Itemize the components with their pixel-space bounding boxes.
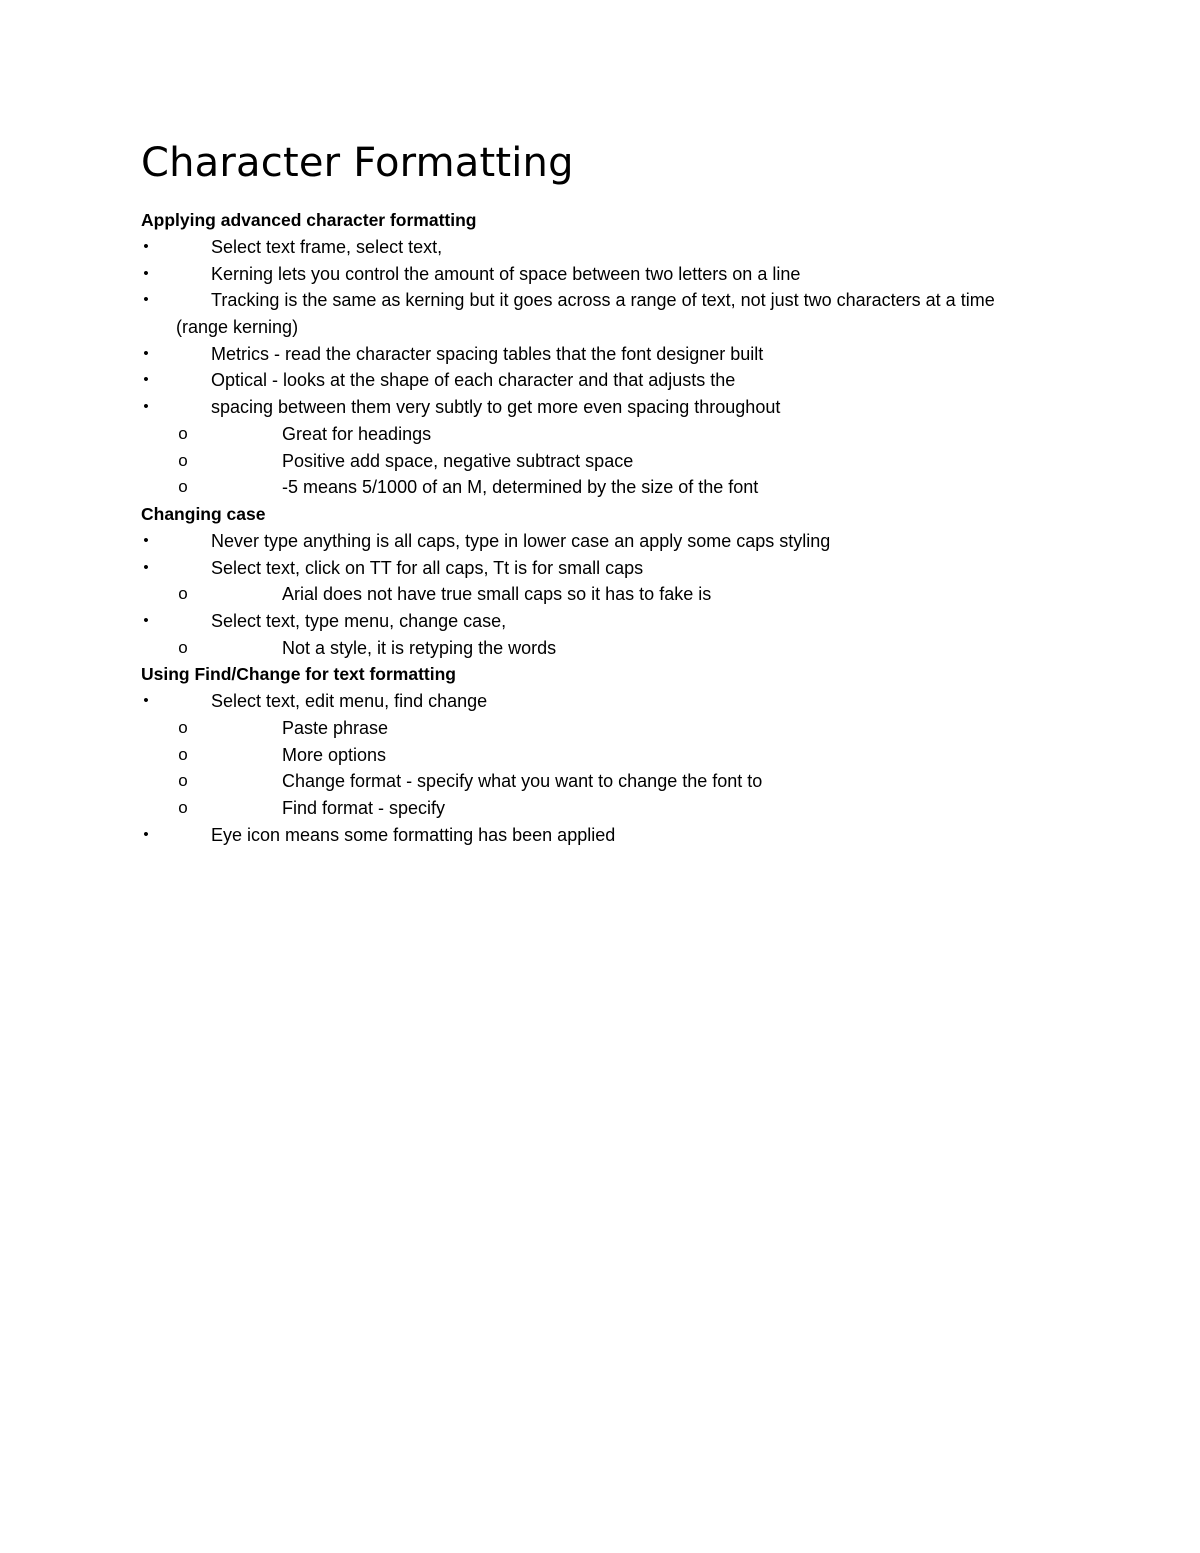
list-item-text: Optical - looks at the shape of each character and that adjusts the xyxy=(211,370,736,391)
document-body xyxy=(0,207,1200,848)
list-item-text: Great for headings xyxy=(282,423,432,444)
list-item-text: spacing between them very subtly to get more even spacing throughout xyxy=(211,397,781,418)
sub-list-item xyxy=(0,742,1200,769)
list-item xyxy=(0,367,1200,394)
list-item xyxy=(0,528,1200,555)
sub-list-item xyxy=(0,421,1200,448)
list-item-text: Kerning lets you control the amount of space between two letters on a line xyxy=(211,263,801,284)
list-item xyxy=(0,608,1200,635)
sub-bullet-marker: o xyxy=(178,718,188,738)
list-item-text: Select text, edit menu, find change xyxy=(211,691,488,712)
sub-list-item xyxy=(0,474,1200,501)
sub-list-item xyxy=(0,768,1200,795)
list-item-text: Metrics - read the character spacing tables that the font designer built xyxy=(211,343,764,364)
list-item xyxy=(0,555,1200,582)
list-item-text: Select text frame, select text, xyxy=(211,237,443,257)
list-item-text: -5 means 5/1000 of an M, determined by the size of the font xyxy=(282,477,759,498)
sub-bullet-marker: o xyxy=(178,477,188,497)
list-item-text: Change format - specify what you want to change the font to xyxy=(282,771,763,792)
list-item-text: Eye icon means some formatting has been applied xyxy=(211,824,616,845)
bullet-marker: • xyxy=(143,558,149,576)
list-item-text: Positive add space, negative subtract space xyxy=(282,450,634,471)
bullet-marker: • xyxy=(143,344,149,362)
sub-bullet-marker: o xyxy=(178,771,188,791)
bullet-marker: • xyxy=(143,371,149,389)
bullet-marker: • xyxy=(143,692,149,710)
list-item xyxy=(0,234,1200,261)
list-item-text: Select text, click on TT for all caps, Tt is for small caps xyxy=(211,557,644,578)
list-item-text: Tracking is the same as kerning but it goes across a range of text, not just two characters at a time (range kerning) xyxy=(176,290,995,338)
sub-list-item xyxy=(0,795,1200,822)
list-item-text: Not a style, it is retyping the words xyxy=(282,637,557,658)
list-item-text: Arial does not have true small caps so it has to fake is xyxy=(282,584,712,605)
list-item-text: More options xyxy=(282,744,387,765)
section-heading: Changing case xyxy=(141,503,266,524)
list-item xyxy=(0,688,1200,715)
sub-list-item xyxy=(0,635,1200,662)
list-item xyxy=(0,341,1200,368)
bullet-marker: • xyxy=(143,291,149,309)
list-item-text: Paste phrase xyxy=(282,718,389,739)
section-heading: Using Find/Change for text formatting xyxy=(141,664,456,685)
list-item-text: Never type anything is all caps, type in lower case an apply some caps styling xyxy=(211,530,831,551)
sub-bullet-marker: o xyxy=(178,798,188,818)
sub-bullet-marker: o xyxy=(178,744,188,764)
bullet-marker: • xyxy=(143,264,149,282)
sub-list-item xyxy=(0,715,1200,742)
bullet-marker: • xyxy=(143,611,149,629)
sub-bullet-marker: o xyxy=(178,450,188,470)
bullet-marker: • xyxy=(143,825,149,843)
list-item xyxy=(0,261,1200,288)
sub-list-item xyxy=(0,448,1200,475)
document-title: Character Formatting xyxy=(141,140,574,186)
list-item xyxy=(0,287,1200,340)
sub-bullet-marker: o xyxy=(178,584,188,604)
section-heading: Applying advanced character formatting xyxy=(141,210,477,230)
sub-bullet-marker: o xyxy=(178,637,188,657)
sub-list-item xyxy=(0,581,1200,608)
list-item-text: Find format - specify xyxy=(282,798,446,819)
bullet-marker: • xyxy=(143,238,149,255)
list-item xyxy=(0,822,1200,849)
sub-bullet-marker: o xyxy=(178,423,188,443)
list-item xyxy=(0,394,1200,421)
bullet-marker: • xyxy=(143,398,149,416)
list-item-text: Select text, type menu, change case, xyxy=(211,610,507,631)
bullet-marker: • xyxy=(143,531,149,549)
